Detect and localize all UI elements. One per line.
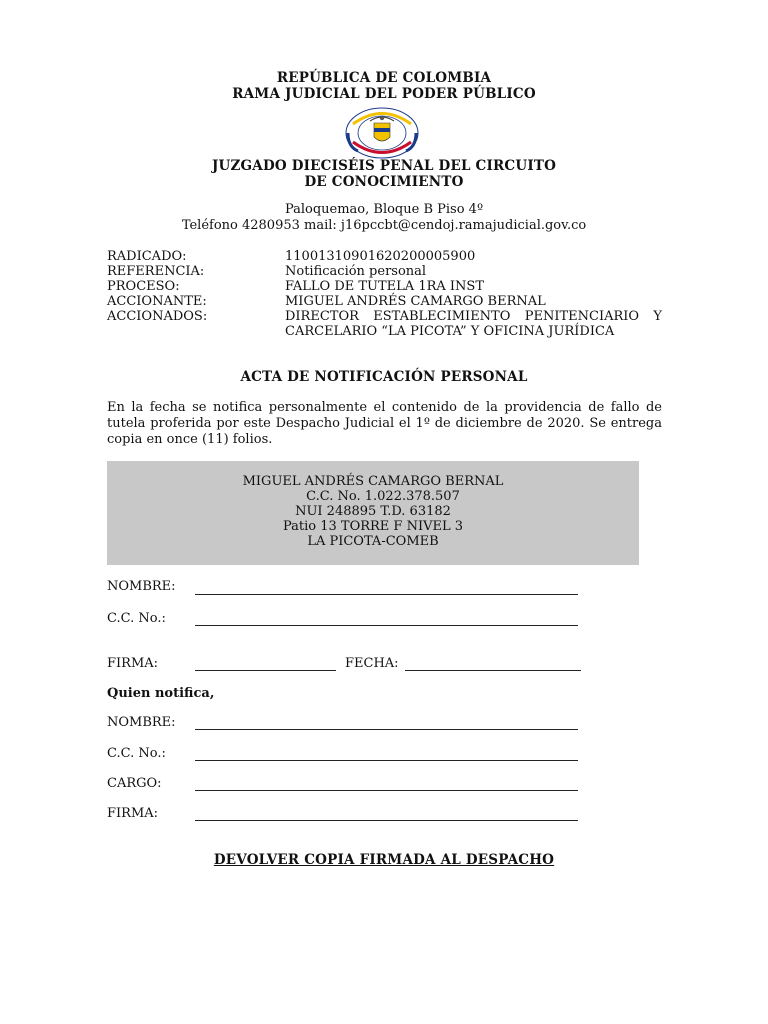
recipient-nui: NUI 248895 T.D. 63182 — [295, 504, 451, 519]
notifier-cargo-field[interactable] — [195, 790, 578, 791]
accionados-label: ACCIONADOS: — [107, 309, 208, 324]
recipient-name: MIGUEL ANDRÉS CAMARGO BERNAL — [242, 474, 504, 489]
firma-label: FIRMA: — [107, 656, 159, 671]
court-contact: Teléfono 4280953 mail: j16pccbt@cendoj.ramajudicial.gov.co — [181, 218, 587, 233]
accionante-value: MIGUEL ANDRÉS CAMARGO BERNAL — [285, 294, 546, 309]
notifier-firma-label: FIRMA: — [107, 806, 159, 821]
recipient-place: LA PICOTA-COMEB — [307, 534, 439, 549]
court-address: Paloquemao, Bloque B Piso 4º — [284, 202, 484, 217]
nombre-label: NOMBRE: — [107, 579, 176, 594]
accionante-label: ACCIONANTE: — [107, 294, 207, 309]
fecha-field[interactable] — [405, 670, 581, 671]
fecha-label: FECHA: — [345, 656, 399, 671]
header-rama-judicial: RAMA JUDICIAL DEL PODER PÚBLICO — [232, 86, 536, 102]
accionados-value-line1: DIRECTOR ESTABLECIMIENTO PENITENCIARIO Y — [285, 309, 662, 324]
accionados-value-line2: CARCELARIO “LA PICOTA” Y OFICINA JURÍDICA — [285, 324, 615, 339]
proceso-value: FALLO DE TUTELA 1RA INST — [285, 279, 484, 294]
rama-judicial-seal-icon — [344, 107, 420, 159]
notifier-cc-field[interactable] — [195, 760, 578, 761]
notifier-firma-field[interactable] — [195, 820, 578, 821]
notifier-nombre-field[interactable] — [195, 729, 578, 730]
cc-label: C.C. No.: — [107, 611, 166, 626]
referencia-label: REFERENCIA: — [107, 264, 205, 279]
return-copy-instruction: DEVOLVER COPIA FIRMADA AL DESPACHO — [213, 852, 555, 868]
acta-paragraph: En la fecha se notifica personalmente el contenido de la providencia de fallo de tutela proferida por este Despacho Judicial el 1º de diciembre de 2020. Se entrega copia en once (11) folios. — [107, 400, 662, 447]
radicado-label: RADICADO: — [107, 249, 187, 264]
radicado-value: 11001310901620200005900 — [285, 249, 476, 264]
proceso-label: PROCESO: — [107, 279, 180, 294]
court-name-line1: JUZGADO DIECISÉIS PENAL DEL CIRCUITO — [211, 158, 557, 174]
recipient-cc: C.C. No. 1.022.378.507 — [306, 489, 460, 504]
recipient-patio: Patio 13 TORRE F NIVEL 3 — [282, 519, 464, 534]
acta-title: ACTA DE NOTIFICACIÓN PERSONAL — [240, 369, 528, 385]
notifier-nombre-label: NOMBRE: — [107, 715, 176, 730]
header-republic: REPÚBLICA DE COLOMBIA — [276, 70, 492, 86]
nombre-field[interactable] — [195, 594, 578, 595]
quien-notifica-heading: Quien notifica, — [107, 686, 215, 701]
cc-field[interactable] — [195, 625, 578, 626]
recipient-box — [107, 461, 639, 565]
notifier-cc-label: C.C. No.: — [107, 746, 166, 761]
firma-field[interactable] — [195, 670, 336, 671]
notifier-cargo-label: CARGO: — [107, 776, 162, 791]
referencia-value: Notificación personal — [285, 264, 427, 279]
court-name-line2: DE CONOCIMIENTO — [304, 174, 464, 190]
